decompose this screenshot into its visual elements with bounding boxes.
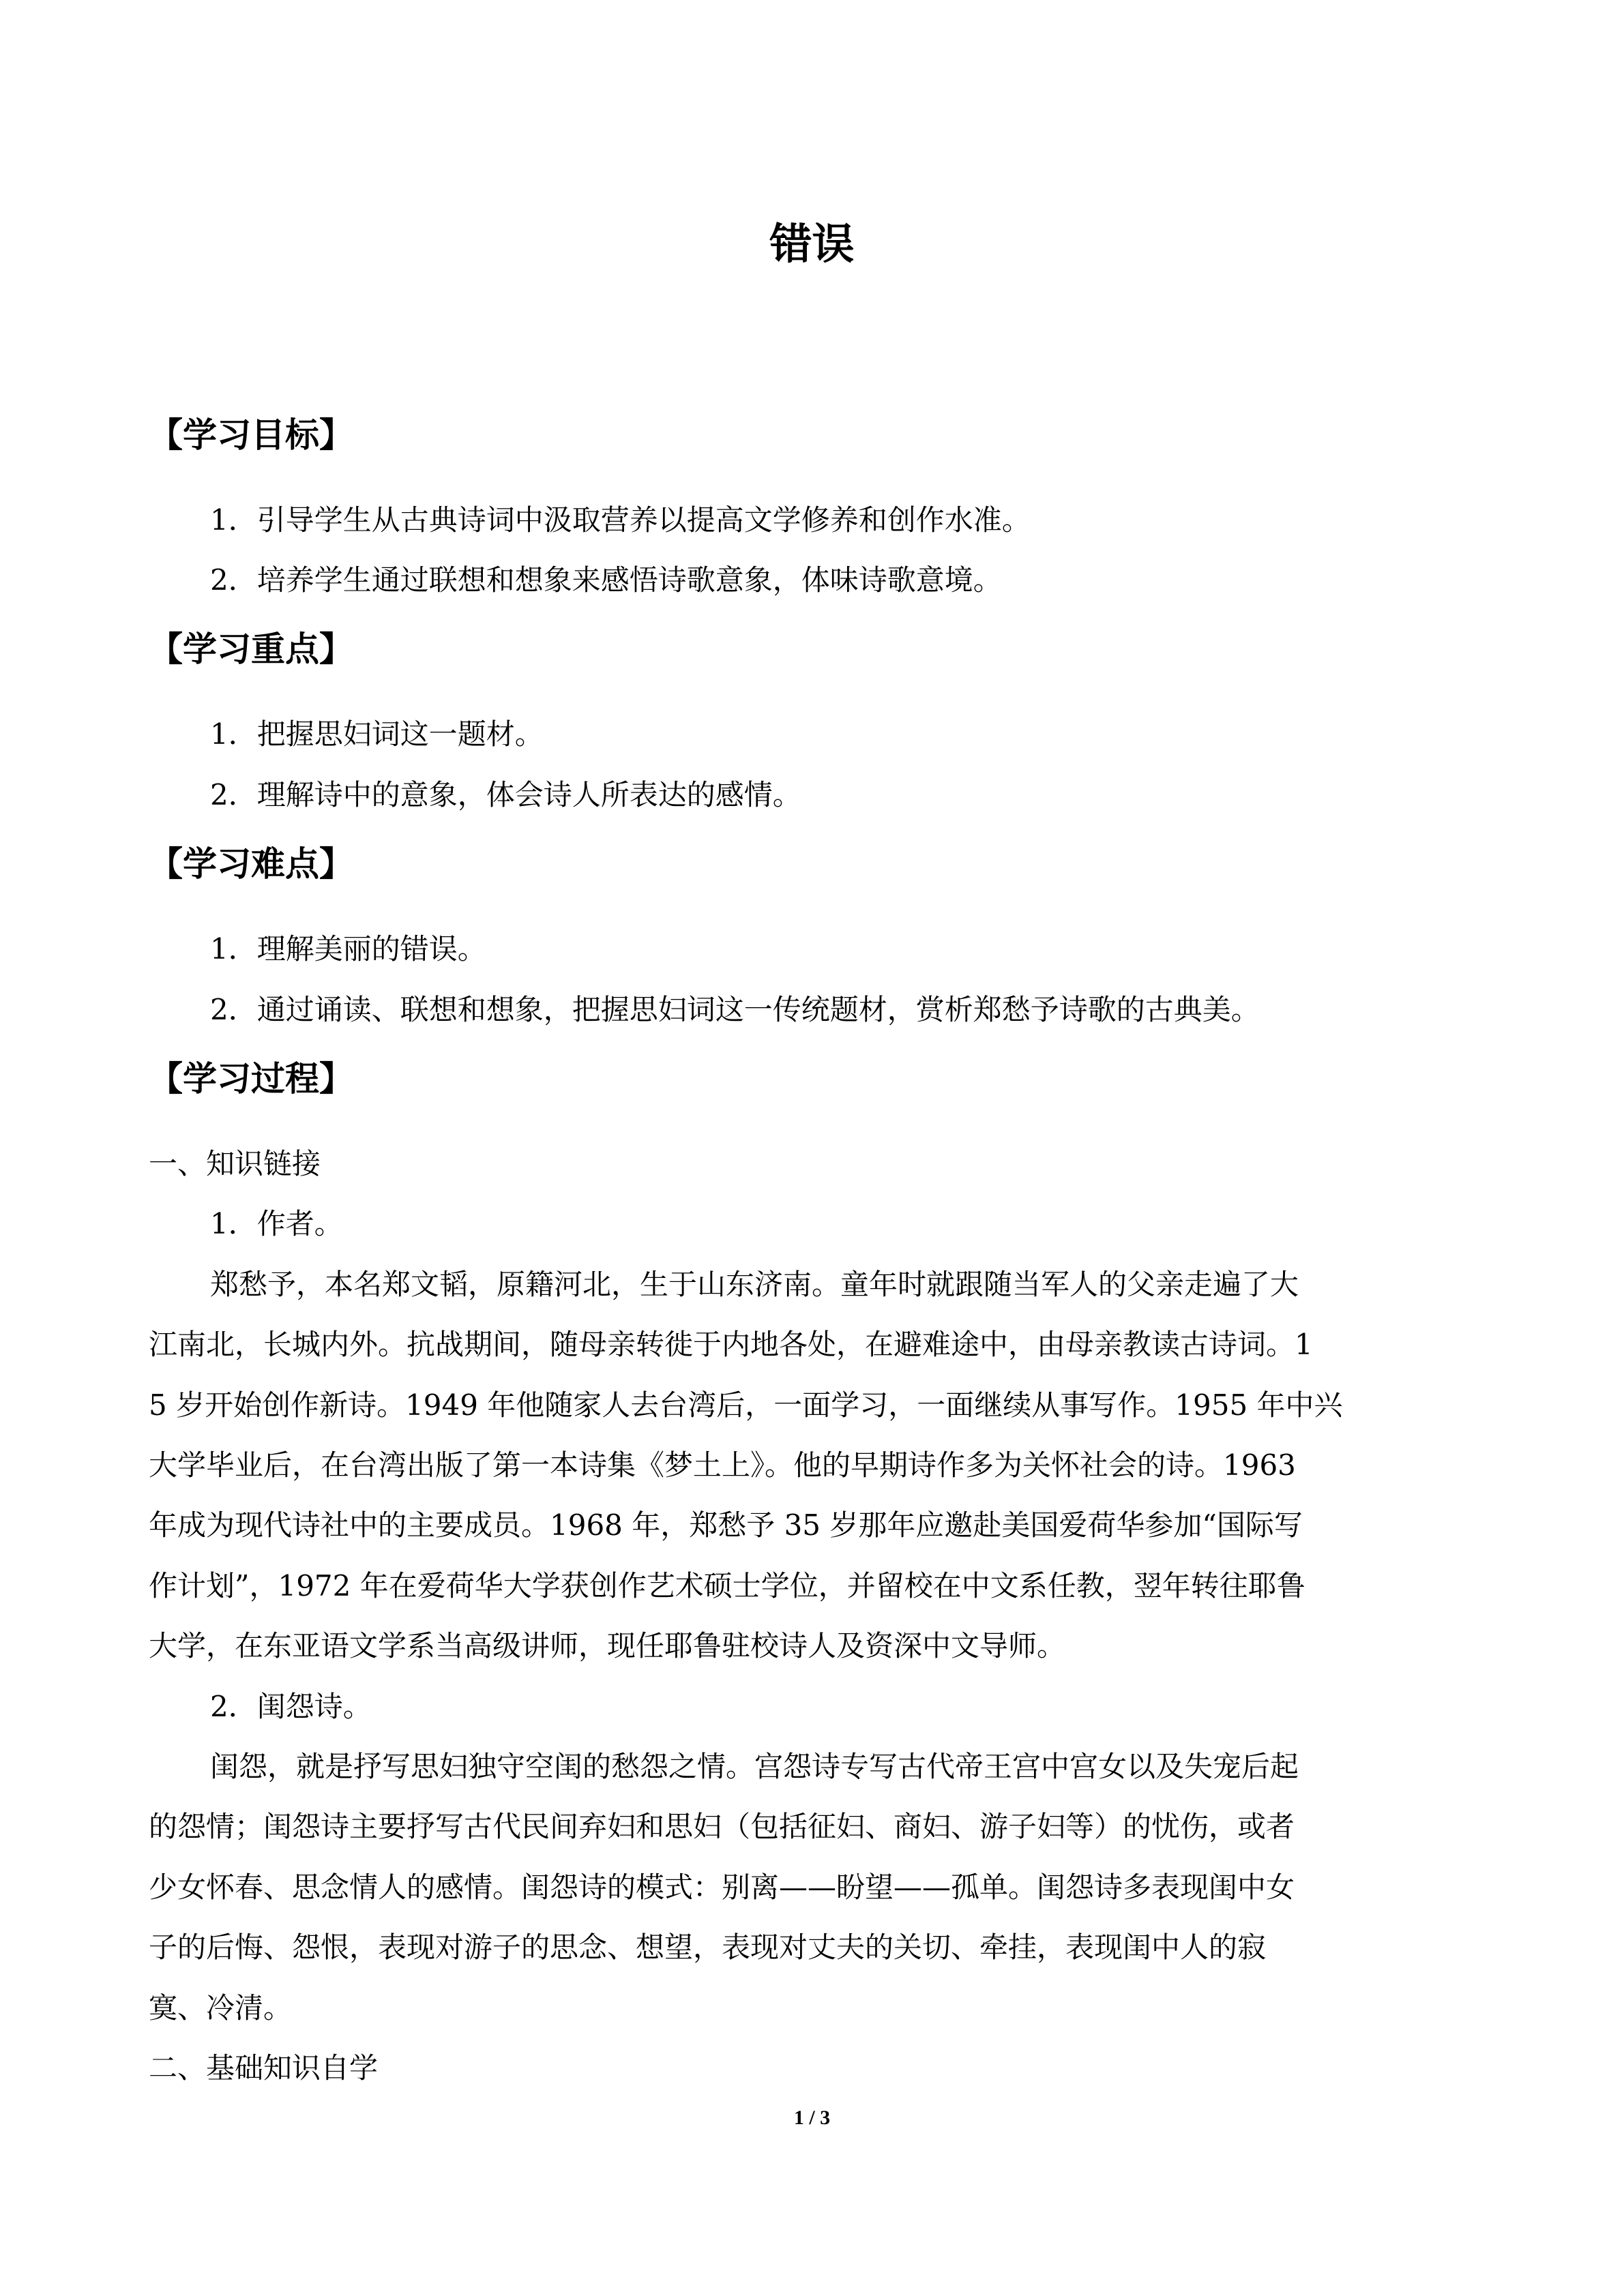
objective-item-2: 2．培养学生通过联想和想象来感悟诗歌意象，体味诗歌意境。: [210, 563, 1002, 597]
author-text-line: 年成为现代诗社中的主要成员。1968 年，郑愁予 35 岁那年应邀赴美国爱荷华参加“国际写: [149, 1508, 1303, 1542]
boudoir-text-line: 的怨情；闺怨诗主要抒写古代民间弃妇和思妇（包括征妇、商妇、游子妇等）的忧伤，或者: [149, 1810, 1295, 1843]
process-heading: 【学习过程】: [149, 1059, 353, 1099]
author-subtitle: 1．作者。: [210, 1207, 343, 1240]
basic-knowledge-title: 二、基础知识自学: [149, 2051, 379, 2085]
boudoir-text-line: 闺怨，就是抒写思妇独守空闺的愁怨之情。宫怨诗专写古代帝王宫中宫女以及失宠后起: [210, 1750, 1299, 1783]
objectives-heading: 【学习目标】: [149, 415, 353, 455]
difficulty-item-2: 2．通过诵读、联想和想象，把握思妇词这一传统题材，赏析郑愁予诗歌的古典美。: [210, 993, 1260, 1026]
knowledge-link-title: 一、知识链接: [149, 1147, 321, 1180]
author-text-line: 作计划”，1972 年在爱荷华大学获创作艺术硕士学位，并留校在中文系任教，翌年转往耶鲁: [149, 1569, 1305, 1602]
page-title: 错误: [769, 219, 855, 269]
difficulty-item-1: 1．理解美丽的错误。: [210, 932, 486, 966]
boudoir-text-line: 子的后悔、怨恨，表现对游子的思念、想望，表现对丈夫的关切、牵挂，表现闺中人的寂: [149, 1930, 1267, 1964]
difficulties-heading: 【学习难点】: [149, 844, 353, 884]
author-text-line: 大学，在东亚语文学系当高级讲师，现任耶鲁驻校诗人及资深中文导师。: [149, 1629, 1066, 1663]
author-text-line: 大学毕业后，在台湾出版了第一本诗集《梦土上》。他的早期诗作多为关怀社会的诗。1963: [149, 1448, 1296, 1482]
boudoir-poem-subtitle: 2．闺怨诗。: [210, 1690, 372, 1723]
key-point-item-1: 1．把握思妇词这一题材。: [210, 717, 544, 751]
page-number: 1 / 3: [793, 2106, 831, 2129]
author-text-line: 江南北，长城内外。抗战期间，随母亲转徙于内地各处，在避难途中，由母亲教读古诗词。1: [149, 1328, 1313, 1361]
boudoir-text-line: 寞、冷清。: [149, 1991, 293, 2025]
objective-item-1: 1．引导学生从古典诗词中汲取营养以提高文学修养和创作水准。: [210, 503, 1031, 537]
boudoir-text-line: 少女怀春、思念情人的感情。闺怨诗的模式：别离——盼望——孤单。闺怨诗多表现闺中女: [149, 1870, 1295, 1904]
key-point-item-2: 2．理解诗中的意象，体会诗人所表达的感情。: [210, 778, 801, 811]
key-points-heading: 【学习重点】: [149, 629, 353, 669]
author-text-line: 郑愁予，本名郑文韬，原籍河北，生于山东济南。童年时就跟随当军人的父亲走遍了大: [210, 1268, 1299, 1301]
author-text-line: 5 岁开始创作新诗。1949 年他随家人去台湾后，一面学习，一面继续从事写作。1955 年中兴: [149, 1388, 1343, 1422]
